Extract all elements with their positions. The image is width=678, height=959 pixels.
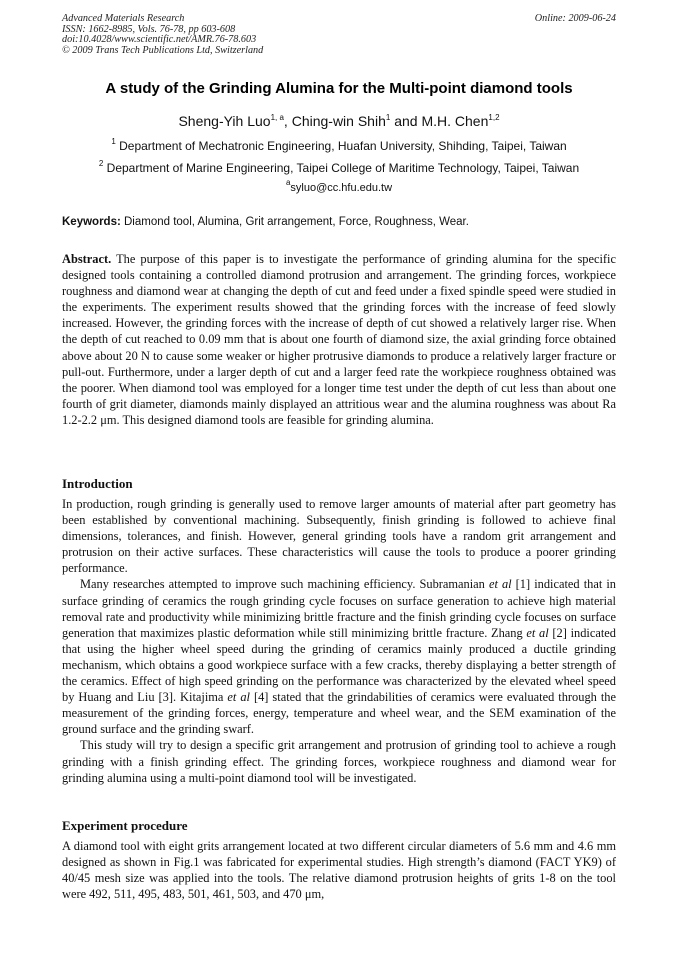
- text-run: [4] stated that the grindabilities of ceramics were evaluated through the measurement of the grinding forces, energy, temperature and wheel wear, and the SEM examination of the ground surface and the grinding swarf.: [62, 690, 616, 737]
- paragraph: This study will try to design a specific grit arrangement and protrusion of grinding tool to achieve a rough grinding with a finish grinding effect. The grinding forces, workpiece roughness and diamond wear for grinding alumina using a multi-point diamond tool will be investigated.: [62, 738, 616, 785]
- author-separator: ,: [283, 113, 292, 129]
- author-separator: and: [390, 113, 422, 129]
- section-heading-introduction: Introduction: [62, 476, 133, 491]
- text-run: [1] indicated that in surface grinding of ceramics the rough grinding cycle focuses on surface generation to achieve high material removal rate and productivity while minimizing brittle fracture and the finish grinding cycle focuses on surface generation that maximizes plastic deformation while still minimizing brittle fracture. Zhang: [62, 577, 616, 640]
- author-superscript: 1,2: [488, 113, 500, 122]
- affiliation-2: [62, 161, 616, 175]
- et-al: et al: [488, 577, 512, 592]
- abstract-label: Abstract.: [62, 252, 112, 266]
- issn-line: ISSN: 1662-8985, Vols. 76-78, pp 603-608: [62, 23, 236, 35]
- introduction-section: [62, 496, 616, 786]
- author-superscript: 1, a: [270, 113, 284, 122]
- author-name: Ching-win Shih: [291, 113, 386, 129]
- affiliation-number: 2: [98, 159, 104, 168]
- section-heading-experiment: Experiment procedure: [62, 818, 188, 833]
- affiliation-1: [62, 139, 616, 153]
- paragraph: In production, rough grinding is generally used to remove larger amounts of material after part geometry has been established by conventional machining. Subsequently, finish grinding is followed to achieve final dimensions, tolerances, and finish. However, general grinding tools have a random grit arrangement and protrusion on their active surfaces. These characteristics will cause the tools to produce a poorer grinding performance.: [62, 497, 616, 576]
- author-email: [62, 178, 616, 194]
- journal-name: Advanced Materials Research: [62, 13, 185, 24]
- affiliation-number: 1: [111, 137, 116, 146]
- paper-title: A study of the Grinding Alumina for the Multi-point diamond tools: [105, 80, 573, 97]
- author-name: M.H. Chen: [421, 113, 489, 129]
- keywords-text: Diamond tool, Alumina, Grit arrangement, Force, Roughness, Wear.: [120, 216, 469, 228]
- abstract: [62, 251, 616, 428]
- email-address: syluo@cc.hfu.edu.tw: [290, 182, 393, 194]
- author-list: [62, 113, 616, 129]
- author-superscript: 1: [385, 113, 391, 122]
- copyright-line: © 2009 Trans Tech Publications Ltd, Switzerland: [62, 44, 264, 56]
- affiliation-text: Department of Marine Engineering, Taipei College of Maritime Technology, Taipei, Taiwan: [103, 161, 580, 175]
- abstract-text: The purpose of this paper is to investigate the performance of grinding alumina for the specific designed tools containing a controlled diamond protrusion and arrangement. The grinding forces, workpiece roughness and diamond wear at changing the depth of cut and feed under a fixed spindle speed were studied in the experiments. The experiment results showed that the grinding forces with the increase of feed slowly increased. However, the grinding forces with the increase of depth of cut showed a relatively larger rise. When the depth of cut reached to 0.09 mm that is about one fourth of diamond size, the axial grinding force obtained above about 20 N to cause some weaker or higher protrusive diamonds to produce a relatively larger fracture or pull-out. Furthermore, under a larger depth of cut and a larger feed rate the workpiece roughness obtained was the poorer. When diamond tool was employed for a longer time test under the depth of cut less than about one fourth of grit diameter, diamonds mainly displayed an attritious wear and the alumina roughness was about Ra 1.2-2.2 μm. This designed diamond tools are feasible for grinding alumina.: [62, 252, 616, 427]
- paragraph: [62, 576, 616, 737]
- text-run: Many researches attempted to improve such machining efficiency. Subramanian: [80, 577, 489, 592]
- et-al: et al: [526, 625, 549, 640]
- keywords: [62, 216, 616, 228]
- doi-line: doi:10.4028/www.scientific.net/AMR.76-78.603: [62, 34, 257, 46]
- email-superscript: a: [285, 178, 291, 187]
- affiliation-text: Department of Mechatronic Engineering, Huafan University, Shihding, Taipei, Taiwan: [115, 139, 567, 153]
- journal-header: [62, 14, 616, 56]
- keywords-label: Keywords:: [62, 216, 121, 228]
- online-date: Online: 2009-06-24: [534, 13, 616, 24]
- paragraph: A diamond tool with eight grits arrangement located at two different circular diameters of 5.6 mm and 4.6 mm designed as shown in Fig.1 was fabricated for experimental studies. High strength’s diamond (FACT YK9) of 40/45 mesh size was applied into the tools. The relative diamond protrusion heights of grits 1-8 on the tool were 492, 511, 495, 483, 501, 461, 503, and 470 μm,: [62, 839, 616, 902]
- experiment-section: [62, 838, 616, 902]
- et-al: et al: [227, 690, 250, 705]
- text-run: [2] indicated that using the higher wheel speed during the grinding of ceramics mainly produced a ductile grinding mechanism, which obtains a good workpiece surface with a few cracks, thereby displaying a better strength of the ceramics. Effect of high speed grinding on the performance was characterized by the elevated wheel speed by Huang and Liu [3]. Kitajima: [62, 625, 616, 705]
- author-name: Sheng-Yih Luo: [178, 113, 271, 129]
